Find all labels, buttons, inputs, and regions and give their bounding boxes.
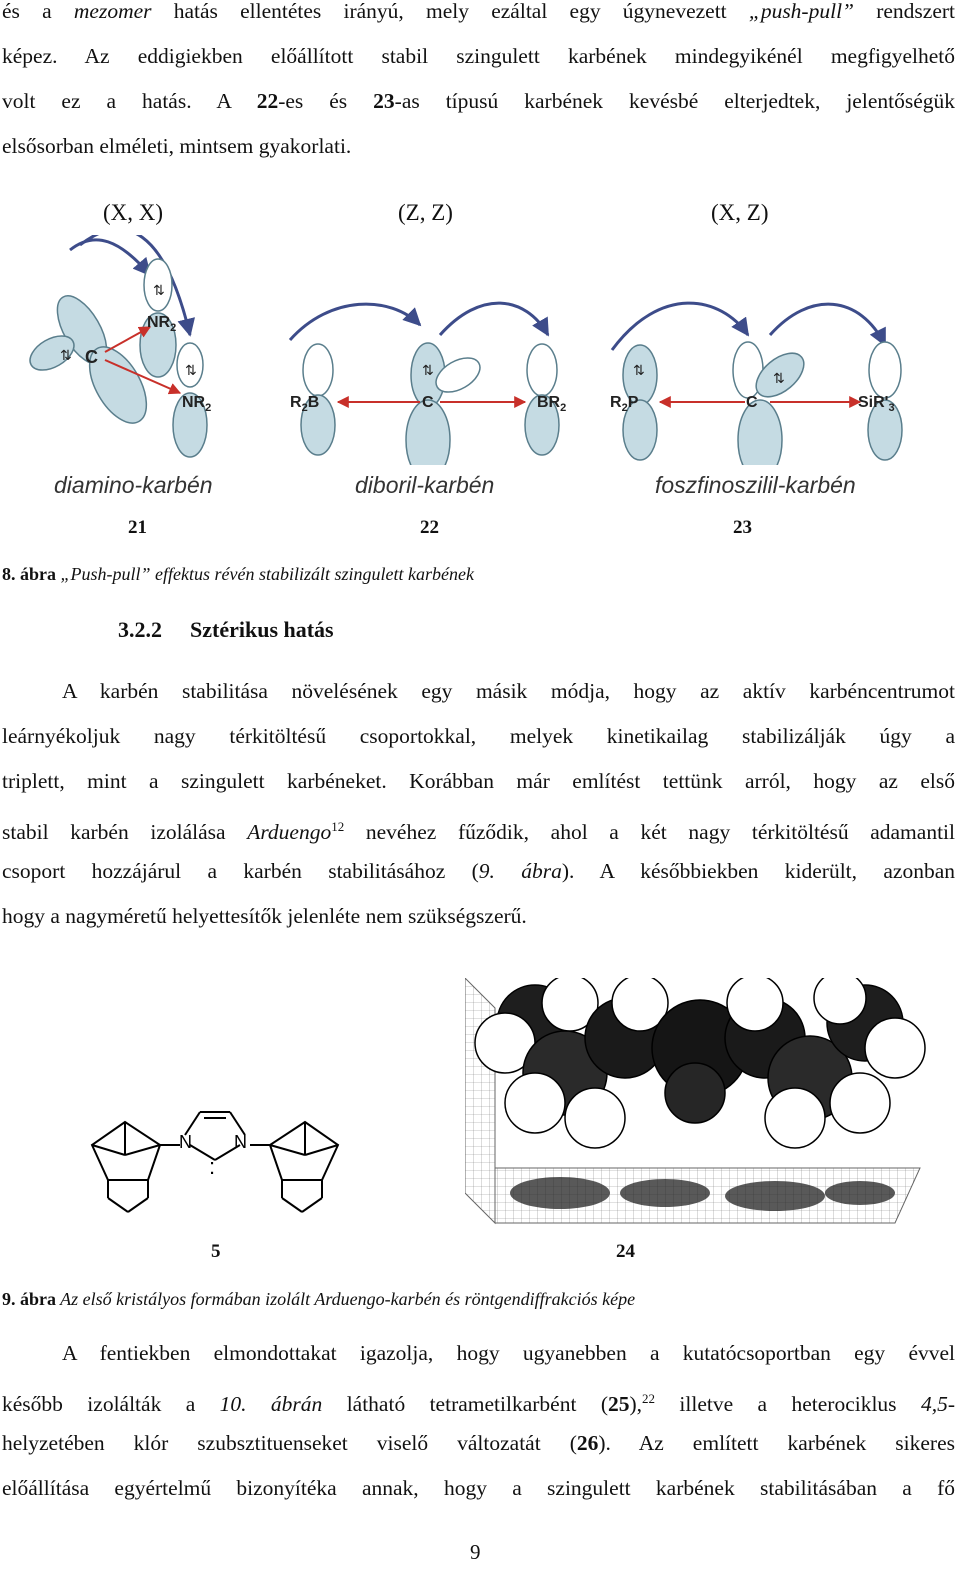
- intro-line-1: és a mezomer hatás ellentétes irányú, mely ezáltal egy úgynevezett „push-pull” rendszert: [2, 0, 955, 23]
- para2-line-2: később izolálták a 10. ábrán látható tetrametilkarbént (25),$^{22}$ illetve a heterociklus 4,5-: [2, 1391, 955, 1417]
- para1-line-4: stabil karbén izolálása Arduengo$^{12}$ nevéhez fűződik, ahol a két nagy térkitöltésű adamantil: [2, 819, 955, 845]
- compound-number-21: 21: [128, 517, 147, 538]
- molecule-21: [24, 235, 211, 457]
- intro-line-4: elsősorban elméleti, mintsem gyakorlati.: [2, 134, 352, 158]
- svg-text:⇅: ⇅: [773, 370, 785, 386]
- compound-number-24: 24: [616, 1241, 635, 1262]
- svg-text:⇅: ⇅: [185, 362, 197, 378]
- svg-text:⇅: ⇅: [633, 362, 645, 378]
- figure8-name-22: diboril-karbén: [355, 472, 495, 498]
- para1-line-5: csoport hozzájárul a karbén stabilitásához (9. ábra). A későbbiekben kiderült, azonban: [2, 859, 955, 883]
- figure8-name-23: foszfinoszilil-karbén: [655, 472, 856, 498]
- svg-text::: :: [209, 1154, 216, 1179]
- para1-line-6: hogy a nagyméretű helyettesítők jelenléte nem szükségszerű.: [2, 904, 527, 928]
- para2-line-4: előállítása egyértelmű bizonyítéka annak, hogy a szingulett karbének stabilitásában a fő: [2, 1476, 955, 1500]
- figure8-header-xz: (X, Z): [711, 200, 769, 225]
- section-heading: 3.2.2 Sztérikus hatás: [118, 617, 334, 642]
- para1-line-2: leárnyékoljuk nagy térkitöltésű csoportokkal, melyek kinetikailag stabilizálják úgy a: [2, 724, 955, 748]
- compound-number-23: 23: [733, 517, 752, 538]
- para2-line-1: A fentiekben elmondottakat igazolja, hogy ugyanebben a kutatócsoportban egy évvel: [62, 1341, 955, 1365]
- arduengo-carbene-structure: [80, 1100, 380, 1230]
- svg-text:C: C: [85, 347, 98, 367]
- svg-text:C: C: [422, 394, 434, 411]
- svg-text:R2B: $R_2B$: [290, 394, 320, 414]
- figure8-caption: 8. ábra „Push-pull” effektus révén stabilizált szingulett karbének: [2, 564, 474, 584]
- svg-text:⇅: ⇅: [422, 362, 434, 378]
- intro-line-2: képez. Az eddigiekben előállított stabil szingulett karbének mindegyikénél megfigyelhető: [2, 44, 955, 68]
- para1-line-1: A karbén stabilitása növelésének egy másik módja, hogy az aktív karbéncentrumot: [62, 679, 955, 703]
- intro-paragraph: [2, 0, 955, 169]
- paragraph-2: [2, 1331, 955, 1511]
- molecule-22: [290, 303, 566, 465]
- paragraph-1: [2, 669, 955, 939]
- xray-diffraction-image: [465, 978, 935, 1228]
- svg-text:NR2: $NR_2$: [147, 314, 177, 334]
- svg-text:N: N: [234, 1132, 247, 1152]
- svg-text:C: C: [746, 394, 758, 411]
- compound-number-22: 22: [420, 517, 439, 538]
- svg-text:NR2: $NR_2$: [182, 394, 212, 414]
- figure8-name-21: diamino-karbén: [54, 472, 213, 498]
- para2-line-3: helyzetében klór szubsztituenseket viselő változatát (26). Az említett karbének sikeres: [2, 1431, 955, 1455]
- svg-text:N: N: [179, 1132, 192, 1152]
- figure8-header-zz: (Z, Z): [398, 200, 453, 225]
- compound-number-5: 5: [211, 1241, 221, 1262]
- svg-text:BR2: $BR_2$: [537, 394, 567, 414]
- molecule-23: [610, 303, 902, 465]
- svg-text:⇅: ⇅: [153, 282, 165, 298]
- para1-line-3: triplett, mint a szingulett karbéneket. Korábban már említést tettünk arról, hogy az első: [2, 769, 955, 793]
- svg-text:⇅: ⇅: [60, 347, 72, 363]
- svg-text:R2P: $R_2P$: [610, 394, 639, 414]
- page-number: 9: [470, 1540, 481, 1564]
- svg-text:SiR'3: $SiR'_3$: [858, 394, 895, 414]
- intro-line-3: volt ez a hatás. A 22-es és 23-as típusú karbének kevésbé elterjedtek, jelentőségük: [2, 89, 956, 113]
- figure8-header-xx: (X, X): [103, 200, 164, 225]
- figure9-caption: 9. ábra Az első kristályos formában izolált Arduengo-karbén és röntgendiffrakciós képe: [2, 1289, 636, 1309]
- figure8-orbital-diagrams: [0, 235, 960, 465]
